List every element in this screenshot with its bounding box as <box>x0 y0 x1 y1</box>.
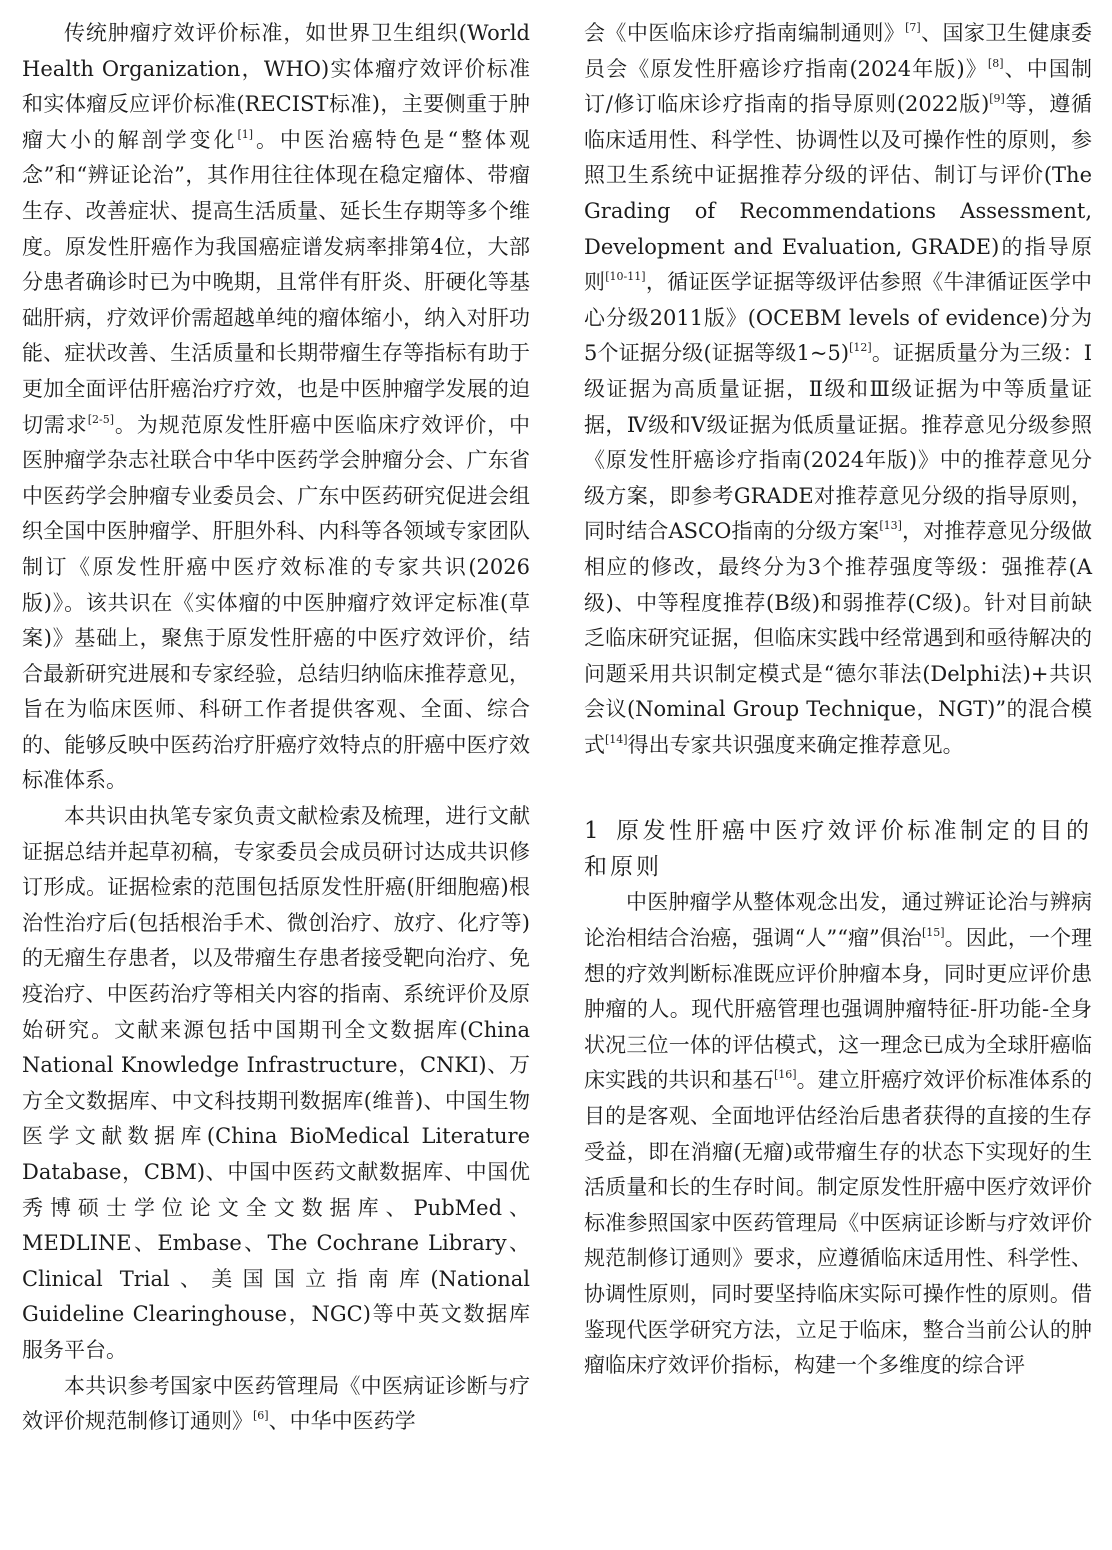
citation-ref: [12] <box>849 341 872 355</box>
citation-ref: [7] <box>905 21 921 34</box>
intro-paragraph <box>22 16 530 799</box>
text-run: 。证据质量分为三级：Ⅰ级证据为高质量证据，Ⅱ级和Ⅲ级证据为中等质量证据，Ⅳ级和Ⅴ级证据为低质量证据。推荐意见分级参照《原发性肝癌诊疗指南(2024年版)》中的推荐意见分级方案，即参考GRADE对推荐意见分级的指导原则，同时结合ASCO指南的分级方案 <box>584 341 1092 544</box>
right-column <box>584 16 1092 1384</box>
section-spacer <box>584 763 1092 799</box>
text-run: ，对推荐意见分级做相应的修改，最终分为3个推荐强度等级：强推荐(A级)、中等程度推荐(B级)和弱推荐(C级)。针对目前缺乏临床研究证据，但临床实践中经常遇到和亟待解决的问题采用共识制定模式是“德尔菲法(Delphi法)+共识会议(Nominal Group Technique，NGT)”的混合模式 <box>584 519 1093 757</box>
text-run: 等，遵循临床适用性、科学性、协调性以及可操作性的原则，参照卫生系统中证据推荐分级的评估、制订与评价(The Grading of Recommendations Assessment, Development and Evaluation, GRADE)的指导原则 <box>584 92 1093 295</box>
text-run: 、中华中医药学 <box>268 1409 416 1434</box>
text-run: 中医肿瘤学从整体观念出发，通过辨证论治与辨病论治相结合治癌，强调“人”“瘤”俱治 <box>584 890 1092 951</box>
section-heading <box>584 813 1092 885</box>
text-run: 本共识由执笔专家负责文献检索及梳理，进行文献证据总结并起草初稿，专家委员会成员研讨达成共识修订形成。证据检索的范围包括原发性肝癌(肝细胞癌)根治性治疗后(包括根治手术、微创治疗、放疗、化疗等)的无瘤生存患者，以及带瘤生存患者接受靶向治疗、免疫治疗、中医药治疗等相关内容的指南、系统评价及原始研究。文献来源包括中国期刊全文数据库(China National Knowledge Infrastructure，CNKI)、万方全文数据库、中文科技期刊数据库(维普)、中国生物医学文献数据库(China BioMedical Literature Database，CBM)、中国中医药文献数据库、中国优秀博硕士学位论文全文数据库、PubMed、MEDLINE、Embase、The Cochrane Library、Clinical Trial、美国国立指南库(National Guideline Clearinghouse，NGC)等中英文数据库服务平台。 <box>22 804 530 1362</box>
citation-ref: [15] <box>921 926 945 940</box>
citation-ref: [9] <box>989 92 1005 106</box>
grading-paragraph <box>584 16 1092 763</box>
text-run: 。因此，一个理想的疗效判断标准既应评价肿瘤本身，同时更应评价患肿瘤的人。现代肝癌管理也强调肿瘤特征-肝功能-全身状况三位一体的评估模式，这一理念已成为全球肝癌临床实践的共识和基石 <box>584 926 1093 1093</box>
text-run: 。为规范原发性肝癌中医临床疗效评价，中医肿瘤学杂志社联合中华中医药学会肿瘤分会、广东省中医药学会肿瘤专业委员会、广东中医药研究促进会组织全国中医肿瘤学、肝胆外科、内科等各领域专家团队制订《原发性肝癌中医疗效标准的专家共识(2026版)》。该共识在《实体瘤的中医肿瘤疗效评定标准(草案)》基础上，聚焦于原发性肝癌的中医疗效评价，结合最新研究进展和专家经验，总结归纳临床推荐意见，旨在为临床医师、科研工作者提供客观、全面、综合的、能够反映中医药治疗肝癌疗效特点的肝癌中医疗效标准体系。 <box>22 412 530 793</box>
text-run: 会《中医临床诊疗指南编制通则》 <box>584 21 906 45</box>
text-run: 本共识参考国家中医药管理局《中医病证诊断与疗效评价规范制修订通则》 <box>22 1373 530 1434</box>
citation-ref: [13] <box>879 519 902 533</box>
purpose-paragraph <box>584 885 1092 1383</box>
text-run: 。中医治癌特色是“整体观念”和“辨证论治”，其作用往往体现在稳定瘤体、带瘤生存、改善症状、提高生活质量、延长生存期等多个维度。原发性肝癌作为我国癌症谱发病率排第4位，大部分患者确诊时已为中晚期，且常伴有肝炎、肝硬化等基础肝病，疗效评价需超越单纯的瘤体缩小，纳入对肝功能、症状改善、生活质量和长期带瘤生存等指标有助于更加全面评估肝癌治疗疗效，也是中医肿瘤学发展的迫切需求 <box>22 127 530 437</box>
literature-search-paragraph <box>22 799 530 1369</box>
citation-ref: [16] <box>773 1068 797 1082</box>
references-guidelines-paragraph <box>22 1369 530 1440</box>
section-title: 原发性肝癌中医疗效评价标准制定的目的和原则 <box>584 818 1092 881</box>
citation-ref: [8] <box>987 56 1004 70</box>
text-run: 传统肿瘤疗效评价标准，如世界卫生组织(World Health Organization，WHO)实体瘤疗效评价标准和实体瘤反应评价标准(RECIST标准)，主要侧重于肿瘤大小的解剖学变化 <box>22 21 530 152</box>
citation-ref: [10-11] <box>605 270 646 284</box>
text-run: 、中国制订/修订临床诊疗指南的指导原则(2022版) <box>584 56 1093 117</box>
citation-ref: [14] <box>605 732 628 746</box>
citation-ref: [1] <box>237 127 254 141</box>
citation-ref: [6] <box>253 1409 269 1423</box>
text-run: 、国家卫生健康委员会《原发性肝癌诊疗指南(2024年版)》 <box>584 21 1093 81</box>
citation-ref: [2-5] <box>87 412 114 426</box>
section-number: 1 <box>584 818 602 845</box>
text-run: 得出专家共识强度来确定推荐意见。 <box>627 732 964 757</box>
text-run: 。建立肝癌疗效评价标准体系的目的是客观、全面地评估经治后患者获得的直接的生存受益，即在消瘤(无瘤)或带瘤生存的状态下实现好的生活质量和长的生存时间。制定原发性肝癌中医疗效评价标准参照国家中医药管理局《中医病证诊断与疗效评价规范制修订通则》要求，应遵循临床适用性、科学性、协调性原则，同时要坚持临床实际可操作性的原则。借鉴现代医学研究方法，立足于临床，整合当前公认的肿瘤临床疗效评价指标，构建一个多维度的综合评 <box>584 1068 1093 1378</box>
left-column <box>22 16 530 1440</box>
text-run: ，循证医学证据等级评估参照《牛津循证医学中心分级2011版》(OCEBM levels of evidence)分为5个证据分级(证据等级1~5) <box>584 270 1093 366</box>
